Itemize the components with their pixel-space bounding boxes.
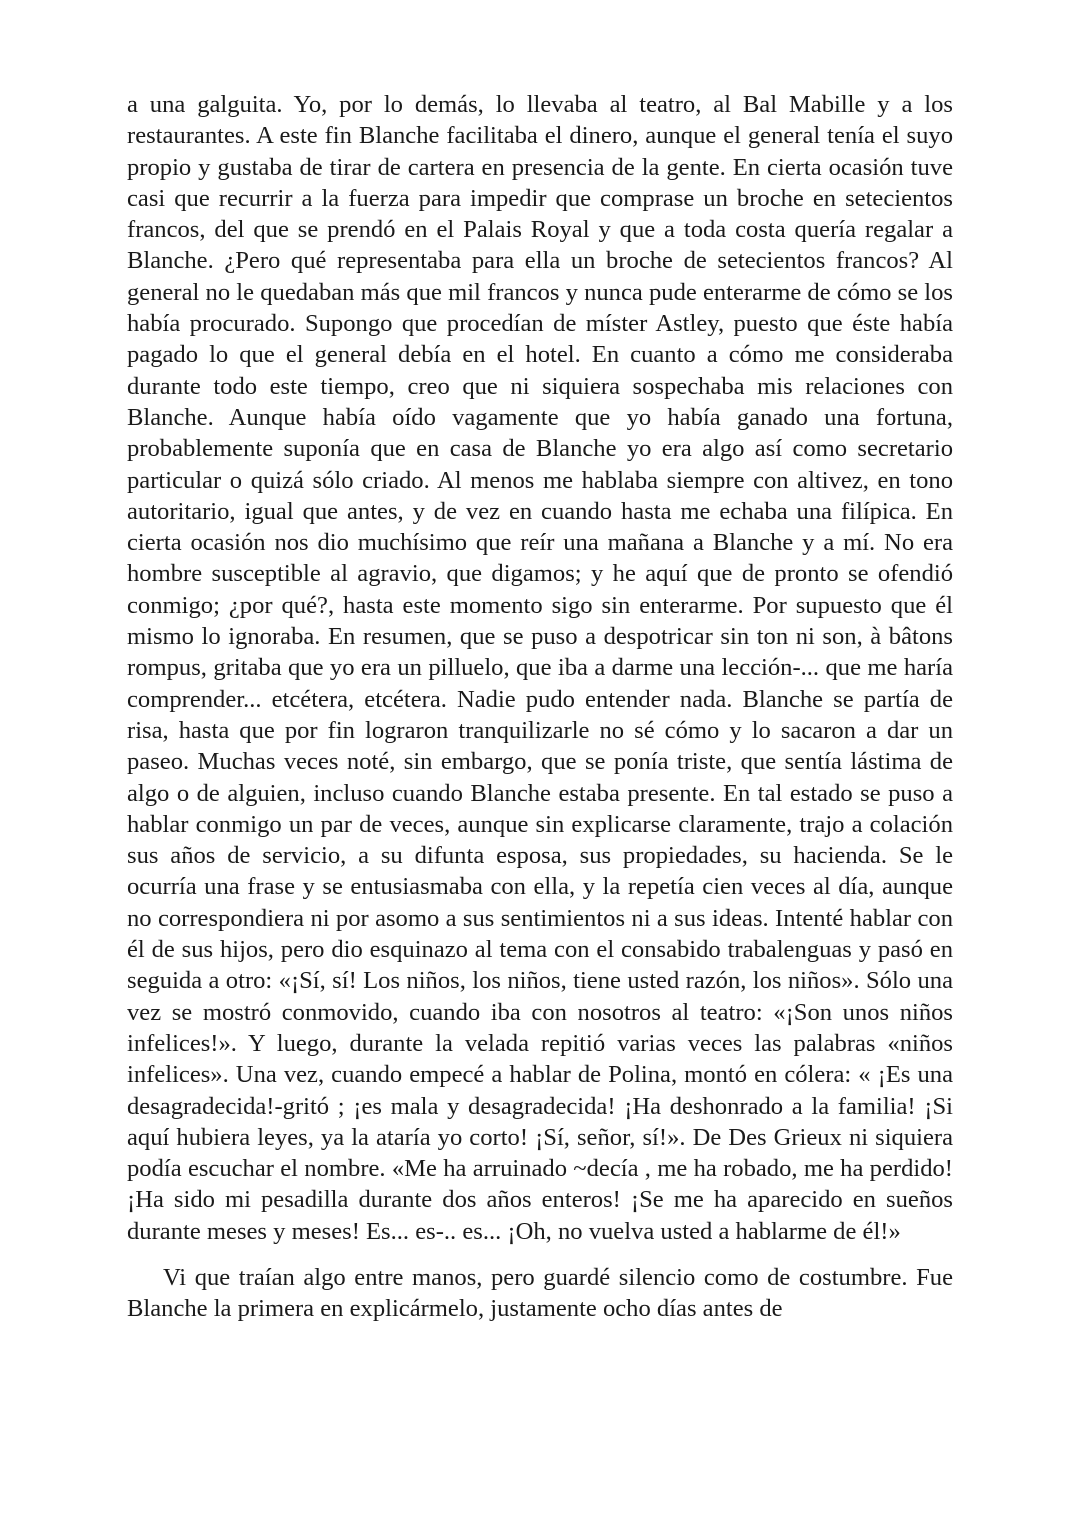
document-page <box>127 89 953 1325</box>
paragraph-1: a una galguita. Yo, por lo demás, lo llevaba al teatro, al Bal Mabille y a los restaurantes. A este fin Blanche facilitaba el dinero, aunque el general tenía el suyo propio y gustaba de tirar de cartera en presencia de la gente. En cierta ocasión tuve casi que recurrir a la fuerza para impedir que comprase un broche en setecientos francos, del que se prendó en el Palais Royal y que a toda costa quería regalar a Blanche. ¿Pero qué representaba para ella un broche de setecientos francos? Al general no le quedaban más que mil francos y nunca pude enterarme de cómo se los había procurado. Supongo que procedían de míster Astley, puesto que éste había pagado lo que el general debía en el hotel. En cuanto a cómo me consideraba durante todo este tiempo, creo que ni siquiera sospechaba mis relaciones con Blanche. Aunque había oído vagamente que yo había ganado una fortuna, probablemente suponía que en casa de Blanche yo era algo así como secretario particular o quizá sólo criado. Al menos me hablaba siempre con altivez, en tono autoritario, igual que antes, y de vez en cuando hasta me echaba una filípica. En cierta ocasión nos dio muchísimo que reír una mañana a Blanche y a mí. No era hombre susceptible al agravio, que digamos; y he aquí que de pronto se ofendió conmigo; ¿por qué?, hasta este momento sigo sin enterarme. Por supuesto que él mismo lo ignoraba. En resumen, que se puso a despotricar sin ton ni son, à bâtons rompus, gritaba que yo era un pilluelo, que iba a darme una lección-... que me haría comprender... etcétera, etcétera. Nadie pudo entender nada. Blanche se partía de risa, hasta que por fin lograron tranquilizarle no sé cómo y lo sacaron a dar un paseo. Muchas veces noté, sin embargo, que se ponía triste, que sentía lástima de algo o de alguien, incluso cuando Blanche estaba presente. En tal estado se puso a hablar conmigo un par de veces, aunque sin explicarse claramente, trajo a colación sus años de servicio, a su difunta esposa, sus propiedades, su hacienda. Se le ocurría una frase y se entusiasmaba con ella, y la repetía cien veces al día, aunque no correspondiera ni por asomo a sus sentimientos ni a sus ideas. Intenté hablar con él de sus hijos, pero dio esquinazo al tema con el consabido trabalenguas y pasó en seguida a otro: «¡Sí, sí! Los niños, los niños, tiene usted razón, los niños». Sólo una vez se mostró conmovido, cuando iba con nosotros al teatro: «¡Son unos niños infelices!». Y luego, durante la velada repitió varias veces las palabras «niños infelices». Una vez, cuando empecé a hablar de Polina, montó en cólera: « ¡Es una desagradecida!-gritó ; ¡es mala y desagradecida! ¡Ha deshonrado a la familia! ¡Si aquí hubiera leyes, ya la ataría yo corto! ¡Sí, señor, sí!». De Des Grieux ni siquiera podía escuchar el nombre. «Me ha arruinado ~decía , me ha robado, me ha perdido! ¡Ha sido mi pesadilla durante dos años enteros! ¡Se me ha aparecido en sueños durante meses y meses! Es... es-.. es... ¡Oh, no vuelva usted a hablarme de él!» <box>127 91 953 1245</box>
paragraph-2: Vi que traían algo entre manos, pero guardé silencio como de costumbre. Fue Blanche la primera en explicármelo, justamente ocho días antes de <box>127 1263 953 1323</box>
